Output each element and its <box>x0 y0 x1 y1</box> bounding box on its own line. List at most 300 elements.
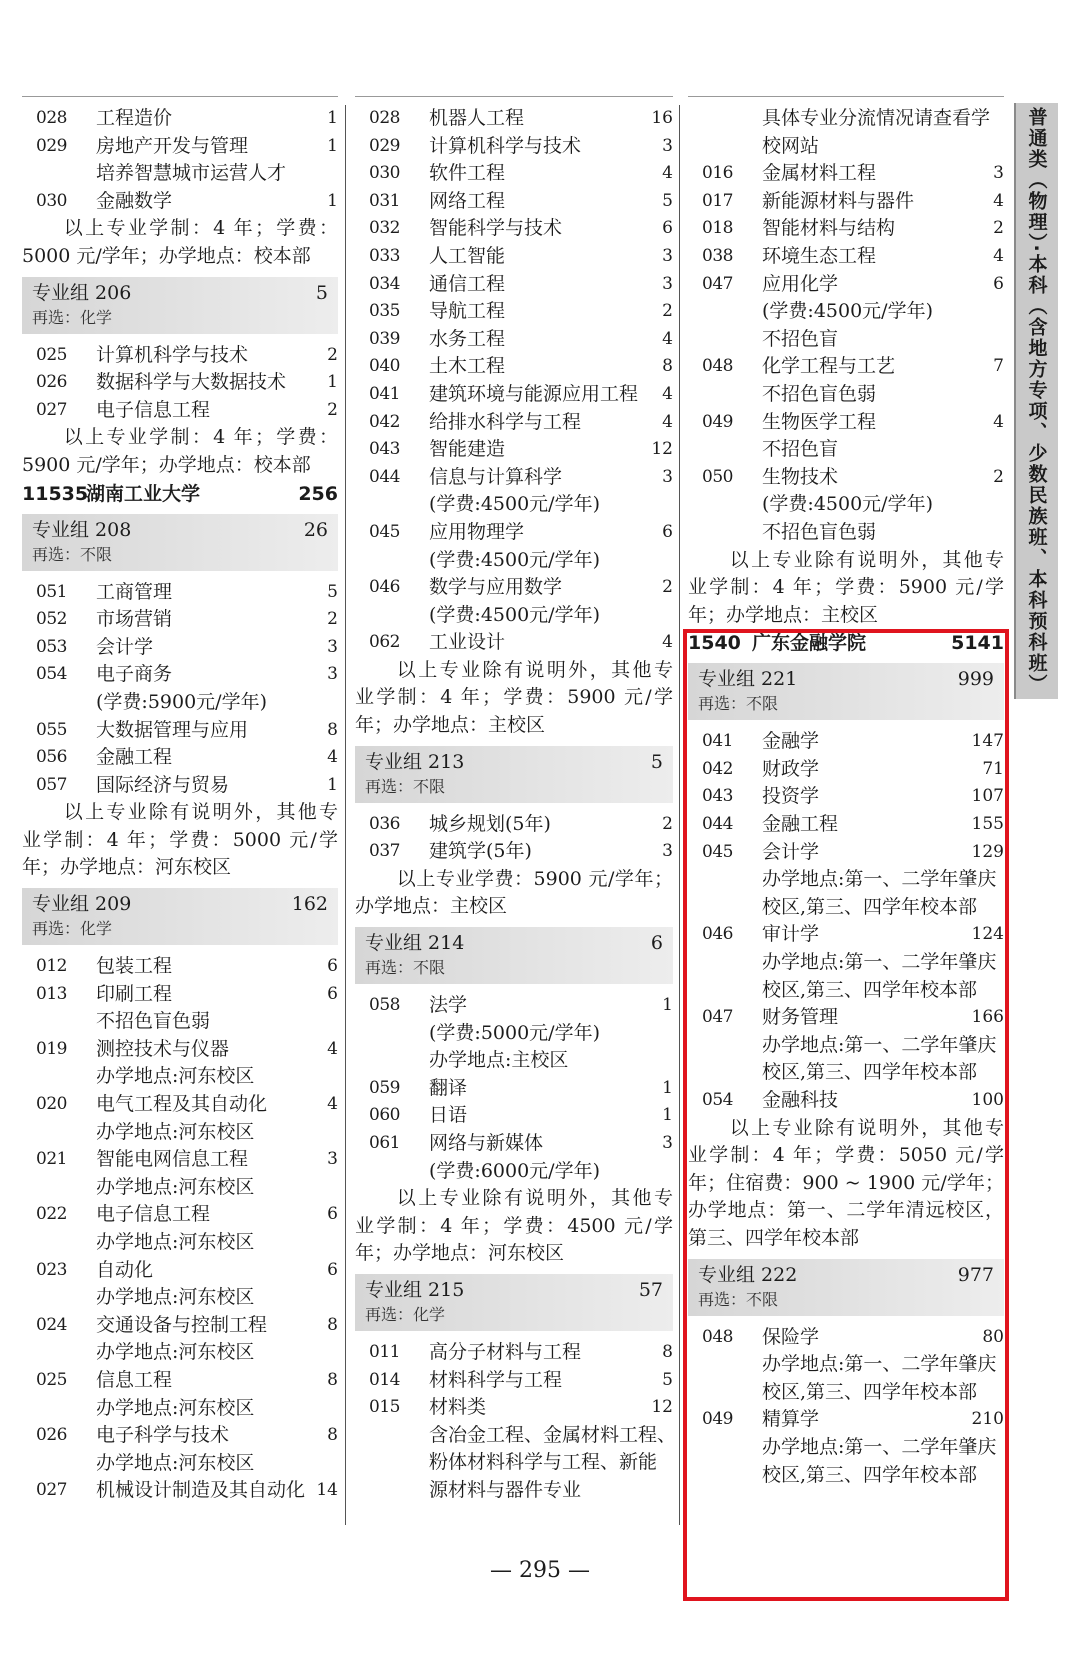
enrollment-count: 8 <box>327 1369 338 1390</box>
group-title-line <box>365 749 663 775</box>
category-sidebar-tab <box>1014 103 1058 699</box>
major-code: 050 <box>702 466 733 487</box>
enrollment-count: 3 <box>662 135 673 156</box>
major-code: 036 <box>369 813 400 834</box>
major-note: 办学地点:河东校区 <box>96 1065 255 1088</box>
major-name: 工业设计 <box>429 631 506 654</box>
page-number: — 295 — <box>490 1558 590 1583</box>
group-count: 57 <box>638 1278 663 1301</box>
subject-requirement: 再选：不限 <box>32 544 113 564</box>
major-code: 055 <box>36 719 67 740</box>
major-row <box>22 744 338 772</box>
major-code: 046 <box>702 924 733 945</box>
enrollment-count: 80 <box>982 1326 1004 1347</box>
major-code: 023 <box>36 1259 67 1280</box>
major-row <box>688 215 1004 243</box>
major-row <box>688 1087 1004 1115</box>
major-code: 026 <box>36 1425 67 1446</box>
major-name: 日语 <box>429 1104 468 1127</box>
major-name: 电子信息工程 <box>96 1203 211 1226</box>
group-count: 162 <box>291 893 328 916</box>
group-label: 专业组 209 <box>32 893 132 916</box>
enrollment-count: 4 <box>993 190 1004 211</box>
major-name: 软件工程 <box>429 162 506 185</box>
major-row <box>688 1406 1004 1434</box>
major-code: 040 <box>369 356 400 377</box>
major-note: 办学地点:河东校区 <box>96 1175 255 1198</box>
major-row <box>355 409 673 437</box>
major-row <box>688 839 1004 867</box>
major-row <box>355 992 673 1020</box>
group-summary-line: 以上专业学制：4 年；学费： <box>63 426 338 449</box>
enrollment-count: 4 <box>662 328 673 349</box>
major-note: 含冶金工程、金属材料工程、 <box>429 1423 677 1446</box>
enrollment-count: 2 <box>662 577 673 598</box>
group-summary-line: 年；办学地点：主校区 <box>355 714 546 737</box>
column-2 <box>355 105 677 1505</box>
major-code: 051 <box>36 581 67 602</box>
major-code: 042 <box>369 411 400 432</box>
group-title-line <box>32 280 328 306</box>
major-note: 具体专业分流情况请查看学 <box>762 107 991 129</box>
major-row <box>22 342 338 370</box>
major-name: 金融科技 <box>762 1089 839 1111</box>
enrollment-count: 2 <box>327 609 338 630</box>
major-row <box>22 1312 338 1340</box>
group-summary-line: 年；办学地点：河东校区 <box>22 856 232 879</box>
group-summary-line: 以上专业学制：4 年；学费： <box>63 217 338 240</box>
major-name: 金融工程 <box>762 813 839 836</box>
group-count: 977 <box>957 1263 994 1286</box>
major-name: 化学工程与工艺 <box>762 355 896 378</box>
major-code: 033 <box>369 245 400 266</box>
enrollment-count: 1 <box>327 135 338 156</box>
major-row <box>688 783 1004 811</box>
major-row <box>22 1201 338 1229</box>
enrollment-count: 4 <box>662 632 673 653</box>
group-label: 专业组 206 <box>32 281 132 304</box>
major-name: 给排水科学与工程 <box>429 410 582 433</box>
major-code: 061 <box>369 1133 400 1153</box>
enrollment-count: 1 <box>662 1105 673 1126</box>
major-code: 035 <box>369 301 400 322</box>
major-row <box>22 133 338 161</box>
enrollment-count: 3 <box>662 273 673 294</box>
group-summary-line: 年；办学地点：主校区 <box>688 603 879 626</box>
major-code: 031 <box>369 190 400 211</box>
major-name: 翻译 <box>429 1076 468 1099</box>
major-code: 027 <box>36 1480 67 1501</box>
enrollment-count: 5 <box>327 581 338 602</box>
major-group-header <box>22 514 338 571</box>
major-note: (学费:4500元/学年) <box>429 603 600 626</box>
major-note: (学费:4500元/学年) <box>429 548 600 571</box>
column-divider <box>679 105 680 1525</box>
major-code: 044 <box>702 814 733 835</box>
major-code: 018 <box>702 218 733 239</box>
major-name: 人工智能 <box>429 244 506 267</box>
major-name: 测控技术与仪器 <box>96 1037 230 1060</box>
enrollment-count: 3 <box>662 466 673 487</box>
major-name: 智能电网信息工程 <box>96 1148 249 1171</box>
group-summary-line: 以上专业除有说明外，其他专 <box>729 548 1004 571</box>
major-name: 金融数学 <box>96 189 173 212</box>
major-code: 039 <box>369 328 400 349</box>
major-row <box>688 921 1004 949</box>
group-count: 5 <box>315 281 328 304</box>
column-top-rule <box>22 96 338 97</box>
major-code: 015 <box>369 1397 400 1418</box>
enrollment-count: 4 <box>662 163 673 184</box>
major-row <box>688 243 1004 271</box>
major-code: 056 <box>36 747 67 768</box>
major-code: 016 <box>702 163 733 184</box>
enrollment-count: 8 <box>662 356 673 377</box>
group-summary-line: 办学地点：主校区 <box>355 895 508 918</box>
group-label: 专业组 222 <box>698 1263 798 1286</box>
major-code: 043 <box>369 439 400 460</box>
major-row <box>355 1367 673 1395</box>
major-name: 导航工程 <box>429 300 506 323</box>
major-row <box>22 1036 338 1064</box>
enrollment-count: 4 <box>327 1038 338 1059</box>
group-count: 26 <box>303 518 328 541</box>
enrollment-count: 3 <box>327 636 338 657</box>
enrollment-count: 3 <box>662 841 673 862</box>
major-code: 028 <box>369 108 400 128</box>
major-name: 大数据管理与应用 <box>96 718 249 741</box>
group-summary-line: 年；办学地点：河东校区 <box>355 1242 565 1265</box>
major-row <box>355 1075 673 1103</box>
group-label: 专业组 221 <box>698 668 798 691</box>
enrollment-count: 2 <box>993 218 1004 239</box>
group-title-line <box>698 666 994 692</box>
major-code: 042 <box>702 758 733 779</box>
major-code: 025 <box>36 1369 67 1390</box>
enrollment-count: 1 <box>662 1077 673 1098</box>
group-count: 5 <box>650 750 663 773</box>
major-group-header <box>355 746 673 803</box>
major-name: 金融工程 <box>96 746 173 769</box>
major-code: 024 <box>36 1314 67 1335</box>
major-row <box>355 1339 673 1367</box>
major-note: 校网站 <box>762 134 820 157</box>
enrollment-count: 6 <box>662 521 673 542</box>
major-row <box>355 629 673 657</box>
major-code: 047 <box>702 273 733 294</box>
major-row <box>22 1477 338 1505</box>
enrollment-count: 7 <box>993 356 1004 377</box>
major-row <box>355 436 673 464</box>
major-row <box>688 188 1004 216</box>
group-summary-line: 业学制：4 年；学费：5000 元/学 <box>22 828 338 851</box>
major-name: 交通设备与控制工程 <box>96 1313 268 1336</box>
major-row <box>688 409 1004 437</box>
major-row <box>355 243 673 271</box>
major-name: 国际经济与贸易 <box>96 773 230 796</box>
major-row <box>688 464 1004 492</box>
major-name: 计算机科学与技术 <box>96 343 249 366</box>
major-row <box>355 1130 673 1158</box>
major-note: (学费:5000元/学年) <box>429 1021 600 1044</box>
column-1 <box>22 105 338 1505</box>
major-name: 智能材料与结构 <box>762 217 896 240</box>
major-code: 030 <box>369 163 400 184</box>
major-name: 审计学 <box>762 923 820 946</box>
major-note: 办学地点:主校区 <box>429 1049 569 1072</box>
major-row <box>355 519 673 547</box>
university-count: 5141 <box>951 632 1004 655</box>
enrollment-count: 100 <box>971 1090 1004 1110</box>
major-code: 013 <box>36 983 67 1004</box>
university-name: 湖南工业大学 <box>86 482 201 505</box>
major-row <box>355 298 673 326</box>
major-row <box>688 271 1004 299</box>
major-code: 026 <box>36 372 67 393</box>
enrollment-count: 2 <box>662 301 673 322</box>
major-name: 金属材料工程 <box>762 162 877 185</box>
group-summary-line: 5900 元/学年；办学地点：校本部 <box>22 453 311 476</box>
major-note: 办学地点:河东校区 <box>96 1231 255 1253</box>
major-row <box>688 1004 1004 1032</box>
major-code: 041 <box>702 731 733 752</box>
major-code: 049 <box>702 411 733 432</box>
enrollment-count: 3 <box>993 163 1004 184</box>
major-name: 应用物理学 <box>429 520 525 543</box>
major-name: 电气工程及其自动化 <box>96 1093 268 1116</box>
major-note: 校区,第三、四学年校本部 <box>762 978 978 1001</box>
major-code: 053 <box>36 636 67 657</box>
major-name: 应用化学 <box>762 272 839 295</box>
group-summary-line: 业学制：4 年；学费：5900 元/学 <box>688 576 1004 599</box>
major-name: 生物医学工程 <box>762 410 877 433</box>
major-row <box>355 326 673 354</box>
major-row <box>22 717 338 745</box>
major-row <box>355 188 673 216</box>
major-note: 不招色盲色弱 <box>762 382 877 405</box>
major-note: 培养智慧城市运营人才 <box>96 162 287 185</box>
major-name: 城乡规划(5年) <box>429 812 551 835</box>
major-name: 网络与新媒体 <box>429 1132 544 1154</box>
major-row <box>355 1102 673 1130</box>
major-name: 水务工程 <box>429 327 506 350</box>
enrollment-count: 6 <box>327 1259 338 1280</box>
enrollment-count: 3 <box>327 664 338 685</box>
major-note: 办学地点:第一、二学年肇庆 <box>762 868 997 891</box>
major-code: 060 <box>369 1105 400 1126</box>
major-row <box>355 215 673 243</box>
enrollment-count: 1 <box>327 372 338 393</box>
major-row <box>688 811 1004 839</box>
group-summary-line: 5000 元/学年；办学地点：校本部 <box>22 244 311 267</box>
enrollment-count: 166 <box>971 1007 1004 1028</box>
major-note: (学费:4500元/学年) <box>762 300 933 323</box>
enrollment-count: 6 <box>327 1204 338 1225</box>
major-name: 信息与计算科学 <box>429 465 563 488</box>
major-row <box>355 838 673 866</box>
major-name: 工商管理 <box>96 580 173 603</box>
enrollment-count: 8 <box>662 1341 673 1362</box>
major-note: 办学地点:河东校区 <box>96 1341 255 1364</box>
major-name: 高分子材料与工程 <box>429 1340 582 1363</box>
column-3 <box>688 105 1004 1489</box>
major-row <box>22 661 338 689</box>
enrollment-count: 8 <box>327 1425 338 1446</box>
major-code: 029 <box>36 135 67 156</box>
enrollment-count: 14 <box>316 1480 338 1501</box>
column-top-rule <box>355 96 673 97</box>
major-name: 网络工程 <box>429 189 506 212</box>
group-summary-line: 第三、四学年校本部 <box>688 1226 860 1249</box>
enrollment-count: 129 <box>971 841 1004 862</box>
major-row <box>355 464 673 492</box>
major-name: 电子信息工程 <box>96 398 211 421</box>
major-row <box>355 1394 673 1422</box>
subject-requirement: 再选：化学 <box>32 919 113 939</box>
enrollment-count: 4 <box>993 245 1004 266</box>
enrollment-count: 4 <box>662 411 673 432</box>
major-code: 012 <box>36 956 67 977</box>
major-group-header <box>688 663 1004 720</box>
major-name: 计算机科学与技术 <box>429 134 582 157</box>
major-name: 保险学 <box>762 1325 820 1348</box>
major-row <box>22 1422 338 1450</box>
enrollment-count: 4 <box>662 383 673 404</box>
major-row <box>22 579 338 607</box>
enrollment-count: 5 <box>662 1369 673 1390</box>
sidebar-label: 普通类（物理）·本科（含地方专项、少数民族班、本科预科班） <box>1025 107 1048 695</box>
major-name: 房地产开发与管理 <box>96 134 249 157</box>
major-code: 022 <box>36 1204 67 1225</box>
enrollment-count: 8 <box>327 1314 338 1335</box>
enrollment-count: 1 <box>662 995 673 1016</box>
enrollment-count: 2 <box>327 344 338 365</box>
group-summary-line: 以上专业学费：5900 元/学年； <box>396 867 673 890</box>
major-row <box>22 188 338 216</box>
subject-requirement: 再选：化学 <box>32 307 113 327</box>
group-label: 专业组 213 <box>365 750 465 773</box>
major-note: 办学地点:河东校区 <box>96 1120 255 1143</box>
major-name: 包装工程 <box>96 955 173 978</box>
enrollment-count: 6 <box>327 983 338 1004</box>
major-note: (学费:6000元/学年) <box>429 1159 600 1182</box>
enrollment-count: 4 <box>993 411 1004 432</box>
major-code: 011 <box>369 1341 400 1362</box>
major-name: 材料科学与工程 <box>429 1368 563 1391</box>
group-title-line <box>32 517 328 543</box>
major-code: 054 <box>36 664 67 685</box>
major-row <box>22 606 338 634</box>
major-note: (学费:5900元/学年) <box>96 690 267 713</box>
university-header <box>22 480 338 508</box>
major-row <box>688 728 1004 756</box>
enrollment-count: 155 <box>971 814 1004 835</box>
major-note: 办学地点:第一、二学年肇庆 <box>762 1353 997 1376</box>
enrollment-count: 4 <box>327 1094 338 1115</box>
university-code: 1540 <box>688 632 741 655</box>
major-name: 自动化 <box>96 1258 154 1281</box>
major-code: 045 <box>702 841 733 862</box>
major-row <box>22 1367 338 1395</box>
major-row <box>688 353 1004 381</box>
major-code: 048 <box>702 356 733 377</box>
group-summary-line: 以上专业除有说明外，其他专 <box>396 658 673 681</box>
enrollment-count: 1 <box>327 108 338 128</box>
enrollment-count: 2 <box>327 399 338 420</box>
group-title-line <box>32 891 328 917</box>
major-note: 校区,第三、四学年校本部 <box>762 1463 978 1486</box>
group-title-line <box>365 1277 663 1303</box>
major-name: 机器人工程 <box>429 107 525 129</box>
major-code: 045 <box>369 521 400 542</box>
group-summary-line: 业学制：4 年；学费：4500 元/学 <box>355 1214 673 1237</box>
enrollment-count: 12 <box>651 1397 673 1418</box>
major-code: 046 <box>369 577 400 598</box>
major-note: 不招色盲色弱 <box>96 1010 211 1033</box>
enrollment-count: 1 <box>327 190 338 211</box>
major-name: 智能科学与技术 <box>429 217 563 240</box>
major-name: 新能源材料与器件 <box>762 189 915 212</box>
major-code: 021 <box>36 1149 67 1170</box>
group-summary-line: 以上专业除有说明外，其他专 <box>396 1187 673 1210</box>
major-row <box>22 953 338 981</box>
major-name: 数学与应用数学 <box>429 576 563 599</box>
major-code: 059 <box>369 1077 400 1098</box>
group-label: 专业组 208 <box>32 518 132 541</box>
major-row <box>688 160 1004 188</box>
major-name: 建筑环境与能源应用工程 <box>429 382 639 405</box>
major-name: 机械设计制造及其自动化 <box>96 1479 306 1502</box>
major-row <box>22 634 338 662</box>
major-name: 通信工程 <box>429 272 506 295</box>
subject-requirement: 再选：不限 <box>698 1289 779 1309</box>
group-title-line <box>365 930 663 956</box>
major-row <box>355 133 673 161</box>
major-row <box>22 1146 338 1174</box>
major-row <box>355 811 673 839</box>
major-code: 014 <box>369 1369 400 1390</box>
enrollment-count: 12 <box>651 439 673 460</box>
column-divider <box>345 105 346 1525</box>
major-note: 办学地点:第一、二学年肇庆 <box>762 1435 997 1458</box>
major-note: (学费:4500元/学年) <box>429 493 600 516</box>
group-summary-line: 以上专业除有说明外，其他专 <box>63 801 338 824</box>
subject-requirement: 再选：化学 <box>365 1304 446 1324</box>
enrollment-count: 3 <box>662 1133 673 1153</box>
major-code: 057 <box>36 774 67 795</box>
major-name: 财务管理 <box>762 1006 839 1029</box>
major-note: 校区,第三、四学年校本部 <box>762 1061 978 1084</box>
major-code: 020 <box>36 1094 67 1115</box>
university-name: 广东金融学院 <box>752 632 867 655</box>
enrollment-count: 8 <box>327 719 338 740</box>
group-label: 专业组 214 <box>365 932 465 955</box>
major-code: 037 <box>369 841 400 862</box>
major-row <box>688 756 1004 784</box>
major-code: 025 <box>36 344 67 365</box>
group-count: 999 <box>957 668 994 691</box>
subject-requirement: 再选：不限 <box>365 958 446 978</box>
major-row <box>355 160 673 188</box>
major-note: 校区,第三、四学年校本部 <box>762 1380 978 1403</box>
enrollment-count: 124 <box>971 924 1004 945</box>
major-code: 017 <box>702 190 733 211</box>
major-name: 建筑学(5年) <box>429 840 532 863</box>
major-note: 校区,第三、四学年校本部 <box>762 895 978 918</box>
major-row <box>688 1324 1004 1352</box>
major-code: 028 <box>36 108 67 128</box>
major-code: 048 <box>702 1326 733 1347</box>
